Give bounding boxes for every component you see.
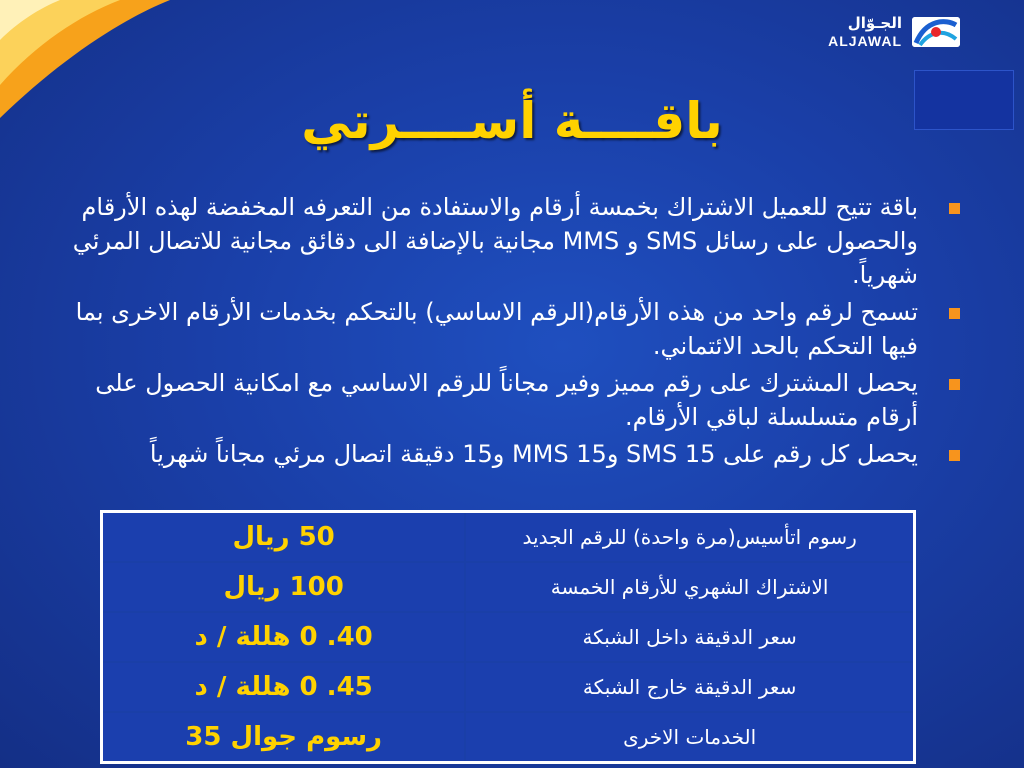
table-row: [102, 562, 915, 612]
price-label: سعر الدقيقة داخل الشبكة: [465, 612, 914, 662]
bullet-square-icon: [949, 203, 960, 214]
bullet-square-icon: [949, 379, 960, 390]
bullet-item: [60, 366, 960, 434]
price-value: 40. 0 هللة / د: [102, 612, 466, 662]
bullet-square-icon: [949, 450, 960, 461]
logo-emblem-icon: [912, 17, 960, 47]
aljawal-logo: [828, 14, 960, 50]
price-value: رسوم جوال 35: [102, 712, 466, 763]
bullet-item: [60, 437, 960, 471]
bullet-list: [60, 190, 960, 474]
price-label: سعر الدقيقة خارج الشبكة: [465, 662, 914, 712]
logo-english-text: ALJAWAL: [828, 33, 902, 49]
price-value: 45. 0 هللة / د: [102, 662, 466, 712]
bullet-item: [60, 295, 960, 363]
pricing-table: [100, 510, 916, 764]
price-label: الخدمات الاخرى: [465, 712, 914, 763]
table-row: [102, 712, 915, 763]
table-row: [102, 662, 915, 712]
table-row: [102, 612, 915, 662]
bullet-square-icon: [949, 308, 960, 319]
price-value: 50 ريال: [102, 512, 466, 563]
bullet-text: يحصل كل رقم على 15 SMS و15 MMS و15 دقيقة اتصال مرئي مجاناً شهرياً: [149, 440, 918, 468]
price-label: الاشتراك الشهري للأرقام الخمسة: [465, 562, 914, 612]
price-value: 100 ريال: [102, 562, 466, 612]
table-row: [102, 512, 915, 563]
bullet-text: باقة تتيح للعميل الاشتراك بخمسة أرقام والاستفادة من التعرفه المخفضة لهذه الأرقام والحصول على رسائل SMS و MMS مجانية بالإضافة الى دقائق مجانية للاتصال المرئي شهرياً.: [72, 193, 918, 289]
page-title: باقــــة أســــرتي: [301, 92, 723, 150]
price-label: رسوم اتأسيس(مرة واحدة) للرقم الجديد: [465, 512, 914, 563]
bullet-text: تسمح لرقم واحد من هذه الأرقام(الرقم الاساسي) بالتحكم بخدمات الأرقام الاخرى بما فيها التحكم بالحد الائتماني.: [75, 298, 918, 360]
logo-arabic-text: الجـوّال: [847, 14, 902, 32]
bullet-item: [60, 190, 960, 292]
bullet-text: يحصل المشترك على رقم مميز وفير مجاناً للرقم الاساسي مع امكانية الحصول على أرقام متسلسلة لباقي الأرقام.: [95, 369, 918, 431]
